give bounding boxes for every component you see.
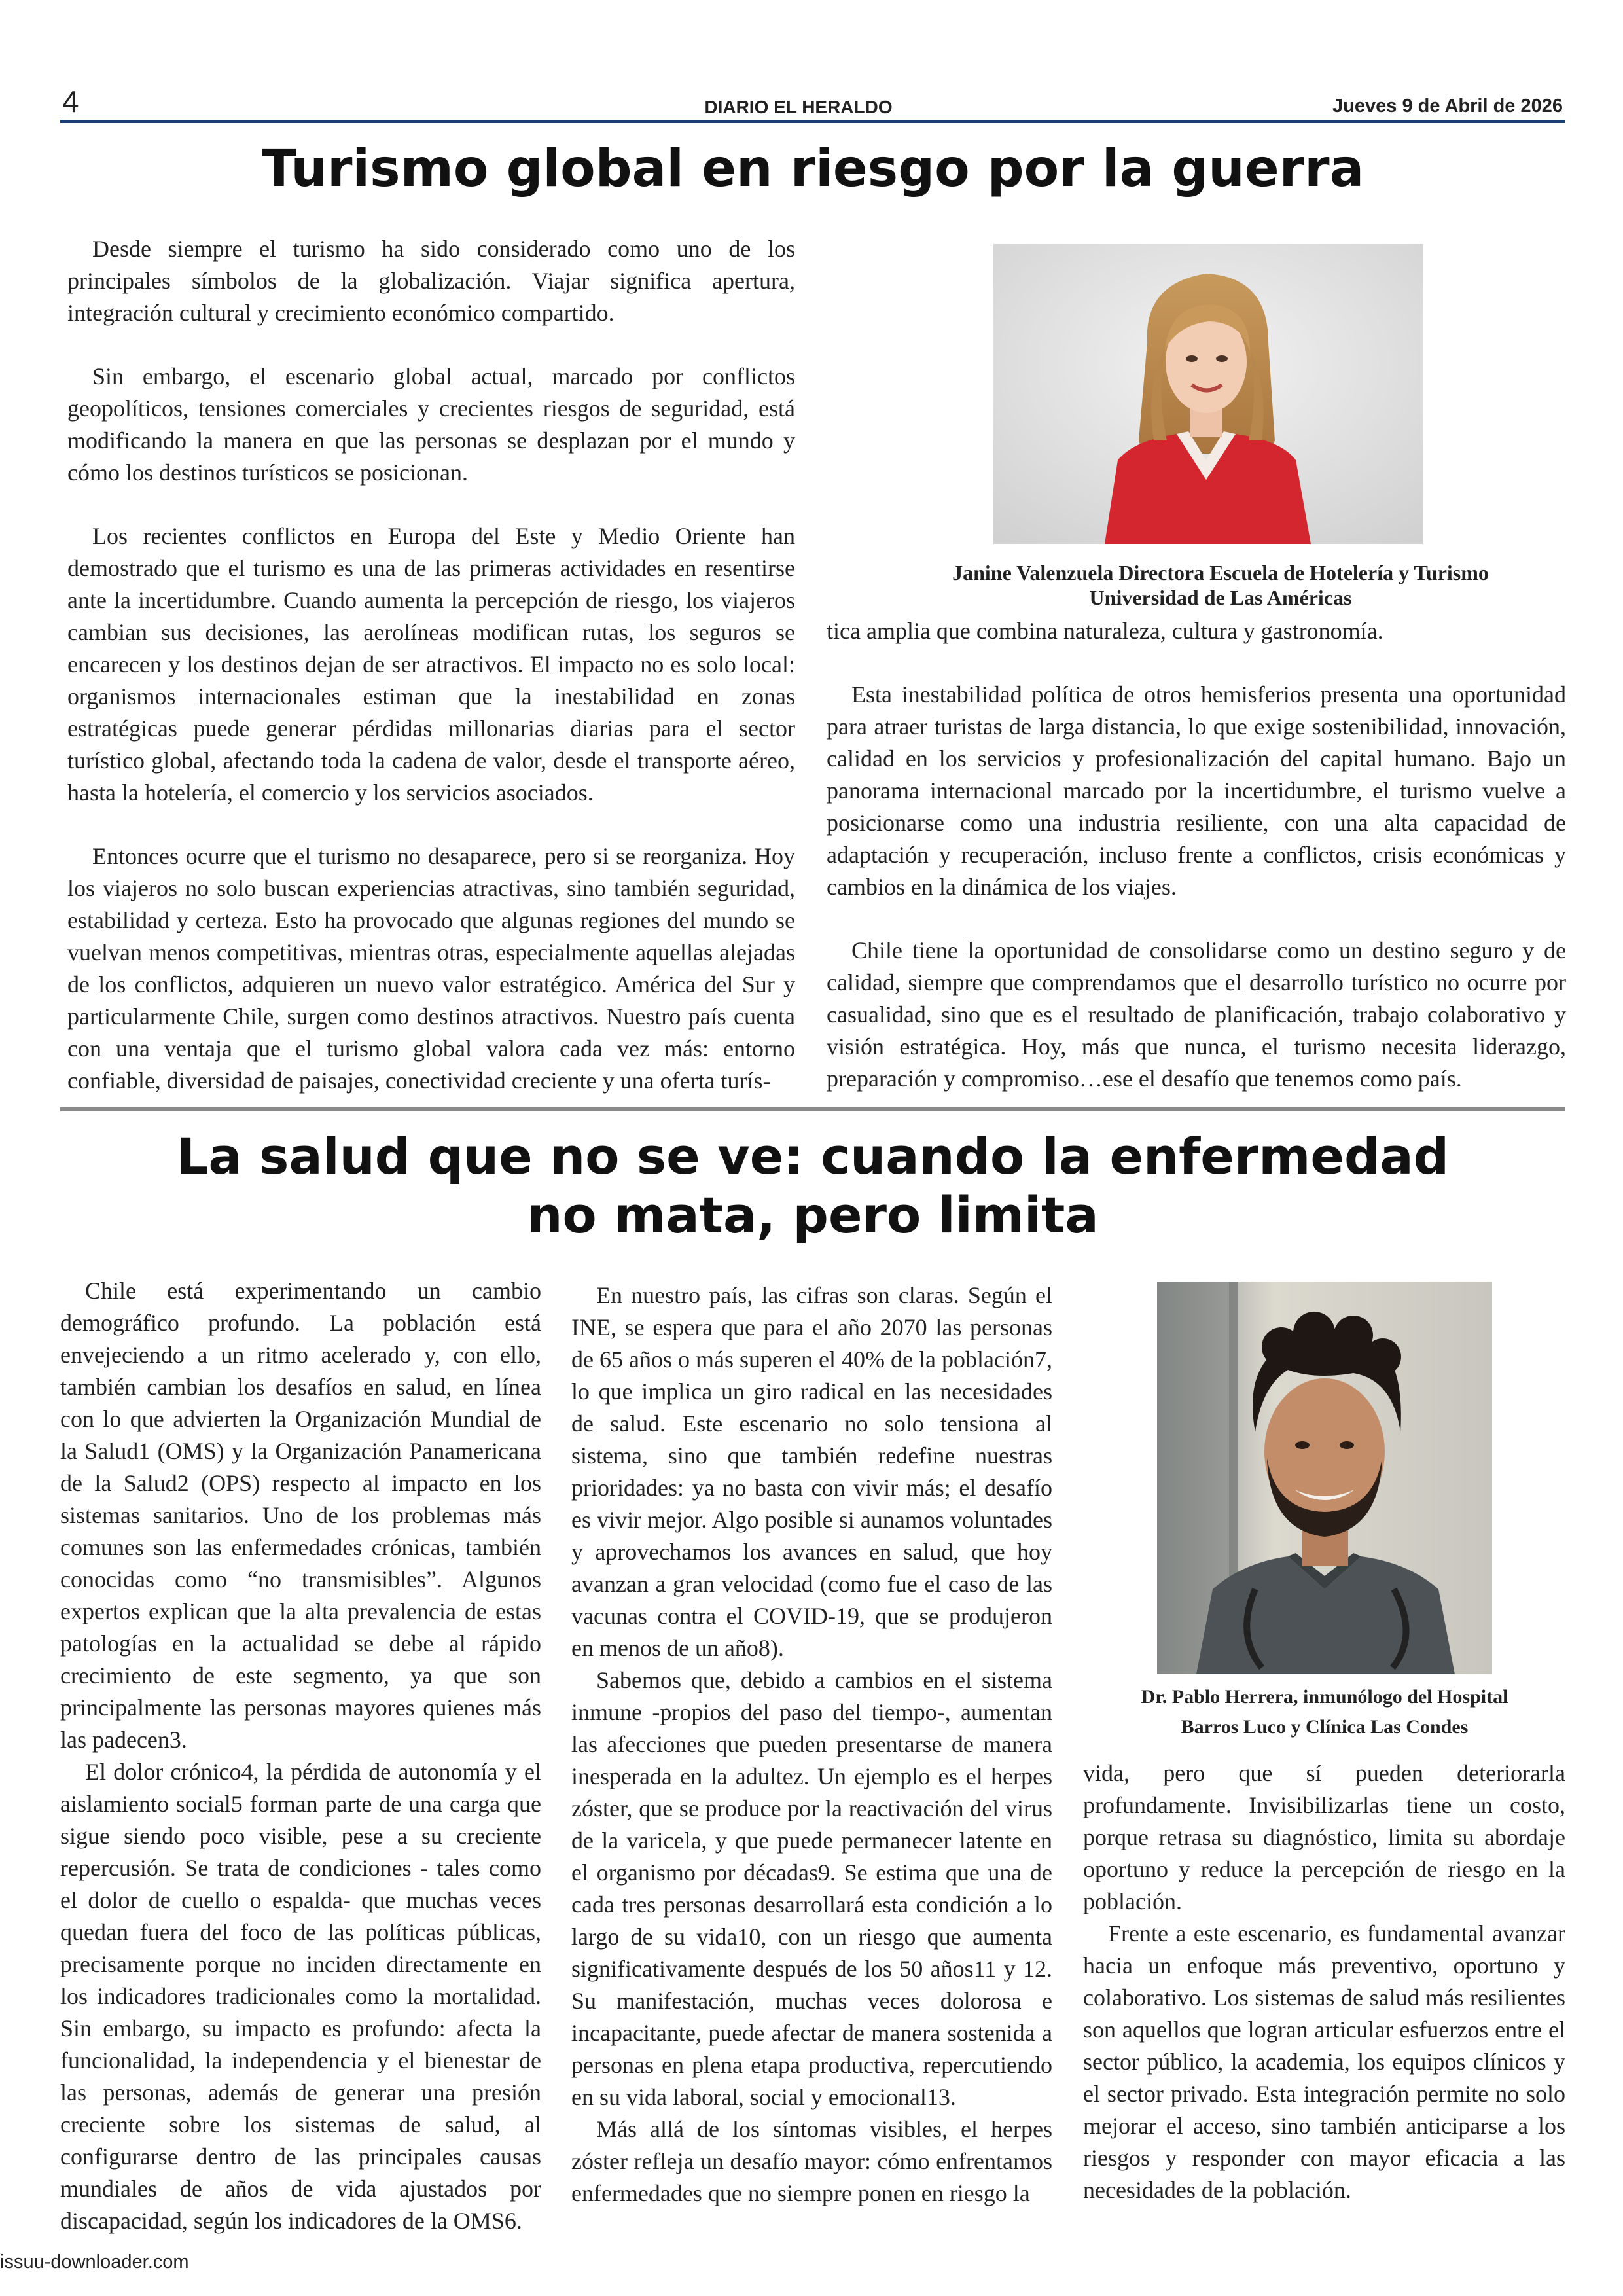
issue-date: Jueves 9 de Abril de 2026 (1332, 96, 1563, 117)
article2-headline-line: La salud que no se ve: cuando la enfermedad (176, 1127, 1450, 1185)
page-number: 4 (62, 84, 79, 118)
article2-paragraph: Más allá de los síntomas visibles, el herpes zóster refleja un desafío mayor: cómo enfrentamos enfermedades que no siempre ponen en riesgo la (571, 2116, 1052, 2206)
pablo-photo-caption-line: Dr. Pablo Herrera, inmunólogo del Hospital (1141, 1686, 1508, 1708)
article2-paragraph: El dolor crónico4, la pérdida de autonomía y el aislamiento social5 forman parte de una carga que sigue siendo poco visible, pese a su creciente repercusión. Se trata de condiciones - tales como el dolor de cuello o espalda- que muchas veces quedan fuera del foco de las políticas públicas, precisamente porque no inciden directamente en los indicadores tradicionales como la mortalidad. Sin embargo, su impacto es profundo: afecta la funcionalidad, la independencia y el bienestar de las personas, además de generar una presión creciente sobre los sistemas de salud, al configurarse dentro de las principales causas mundiales de años de vida ajustados por discapacidad, según los indicadores de la OMS6. (60, 1759, 541, 2234)
janine-photo-caption: Janine Valenzuela Directora Escuela de Hotelería y Turismo Universidad de Las Américas (952, 561, 1489, 609)
article1-paragraph: Chile tiene la oportunidad de consolidarse como un destino seguro y de calidad, siempre que comprendamos que el desarrollo turístico no ocurre por casualidad, sino que es el resultado de planificación, trabajo colaborativo y visión estratégica. Hoy, más que nunca, el turismo necesita liderazgo, preparación y compromiso…ese el desafío que tenemos como país. (827, 937, 1566, 1092)
watermark-text: issuu-downloader.com (0, 2251, 189, 2272)
article2-paragraph: En nuestro país, las cifras son claras. Según el INE, se espera que para el año 2070 las personas de 65 años o más superen el 40% de la población7, lo que implica un giro radical en las necesidades de salud. Este escenario no solo tensiona al sistema, sino que también redefine nuestras prioridades: ya no basta con vivir más; el desafío es vivir mejor. Algo posible si aunamos voluntades y aprovechamos los avances en salud, que hoy avanzan a gran velocidad (como fue el caso de las vacunas contra el COVID-19, que se produjeron en menos de un año8). (571, 1282, 1052, 1661)
article1-headline: Turismo global en riesgo por la guerra (261, 139, 1364, 198)
article2-continuation: vida, pero que sí pueden deteriorarla profundamente. Invisibilizarlas tiene un costo, porque retrasa su diagnóstico, limita su abordaje oportuno y reduce la percepción de riesgo en la población. (1083, 1760, 1565, 1914)
header-rule (60, 120, 1565, 123)
article2-paragraph: Frente a este escenario, es fundamental avanzar hacia un enfoque más preventivo, oportuno y colaborativo. Los sistemas de salud más resilientes son aquellos que logran articular esfuerzos entre el sector público, la academia, los equipos clínicos y el sector privado. Esta integración permite no solo mejorar el acceso, sino también anticiparse a los riesgos y responder con mayor eficacia a las necesidades de la población. (1083, 1920, 1565, 2203)
article2-headline (60, 1127, 1565, 1245)
article1-paragraph: Entonces ocurre que el turismo no desaparece, pero si se reorganiza. Hoy los viajeros no solo buscan experiencias atractivas, sino también seguridad, estabilidad y certeza. Esto ha provocado que algunas regiones del mundo se vuelvan menos competitivas, mientras otras, especialmente aquellas alejadas de los conflictos, adquieren un nuevo valor estratégico. América del Sur y particularmente Chile, surgen como destinos atractivos. Nuestro país cuenta con una ventaja que el turismo global valora cada vez más: entorno confiable, diversidad de paisajes, conectividad creciente y una oferta turís- (67, 843, 795, 1094)
article-divider (60, 1107, 1565, 1111)
portrait-man-image (1157, 1282, 1492, 1674)
article2-paragraph: Sabemos que, debido a cambios en el sistema inmune -propios del paso del tiempo-, aumentan las afecciones que pueden presentarse de manera inesperada en la adultez. Un ejemplo es el herpes zóster, que se produce por la reactivación del virus de la varicela, y que puede permanecer latente en el organismo por décadas9. Se estima que una de cada tres personas desarrollará esta condición a lo largo de su vida10, con un riesgo que aumenta significativamente después de los 50 años11 y 12. Su manifestación, muchas veces dolorosa e incapacitante, puede afectar de manera sostenida a personas en plena etapa productiva, repercutiendo en su vida laboral, social y emocional13. (571, 1667, 1052, 2110)
article2-paragraph: Chile está experimentando un cambio demográfico profundo. La población está envejeciendo a un ritmo acelerado y, con ello, también cambian los desafíos en salud, en línea con lo que advierten la Organización Mundial de la Salud1 (OMS) y la Organización Panamericana de la Salud2 (OPS) respecto al impacto en los sistemas sanitarios. Uno de los problemas más comunes son las enfermedades crónicas, también conocidas como “no transmisibles”. Algunos expertos explican que la alta prevalencia de estas patologías en la actualidad se debe al rápido crecimiento de este segmento, ya que son principalmente las personas mayores quienes más las padecen3. (60, 1278, 541, 1753)
pablo-photo-caption-line: Barros Luco y Clínica Las Condes (1181, 1716, 1469, 1738)
article1-right-column (827, 615, 1566, 1126)
article1-paragraph: Los recientes conflictos en Europa del Este y Medio Oriente han demostrado que el turismo es una de las primeras actividades en resentirse ante la incertidumbre. Cuando aumenta la percepción de riesgo, los viajeros cambian sus decisiones, las aerolíneas modifican rutas, los seguros se encarecen y los destinos dejan de ser atractivos. El impacto no es solo local: organismos internacionales estiman que la inestabilidad en zonas estratégicas puede generar pérdidas millonarias diarias para el sector turístico global, afectando toda la cadena de valor, desde el transporte aéreo, hasta la hotelería, el comercio y los servicios asociados. (67, 523, 795, 806)
article2-headline-line: no mata, pero limita (527, 1186, 1099, 1244)
portrait-woman-image (993, 244, 1423, 544)
pablo-photo-caption (1106, 1682, 1543, 1742)
article2-column-3 (1083, 1757, 1565, 2206)
article1-paragraph: Esta inestabilidad política de otros hemisferios presenta una oportunidad para atraer turistas de larga distancia, lo que exige sostenibilidad, innovación, calidad en los servicios y profesionalización del capital humano. Bajo un panorama internacional marcado por la incertidumbre, el turismo vuelve a posicionarse como una industria resiliente, con una alta capacidad de adaptación y recuperación, incluso frente a conflictos, crisis económicas y cambios en la dinámica de los viajes. (827, 681, 1566, 900)
article1-continuation: tica amplia que combina naturaleza, cultura y gastronomía. (827, 618, 1383, 644)
janine-valenzuela-photo (993, 244, 1423, 544)
article1-paragraph: Desde siempre el turismo ha sido considerado como uno de los principales símbolos de la globalización. Viajar significa apertura, integración cultural y crecimiento económico compartido. (67, 236, 795, 326)
article1-left-column (67, 233, 795, 1128)
article1-paragraph: Sin embargo, el escenario global actual, marcado por conflictos geopolíticos, tensiones comerciales y crecientes riesgos de seguridad, está modificando la manera en que las personas se desplazan por el mundo y cómo los destinos turísticos se posicionan. (67, 363, 795, 486)
paper-name: DIARIO EL HERALDO (704, 97, 893, 117)
article2-column-1 (60, 1275, 541, 2237)
pablo-herrera-photo (1157, 1282, 1492, 1674)
article2-column-2 (571, 1280, 1052, 2210)
